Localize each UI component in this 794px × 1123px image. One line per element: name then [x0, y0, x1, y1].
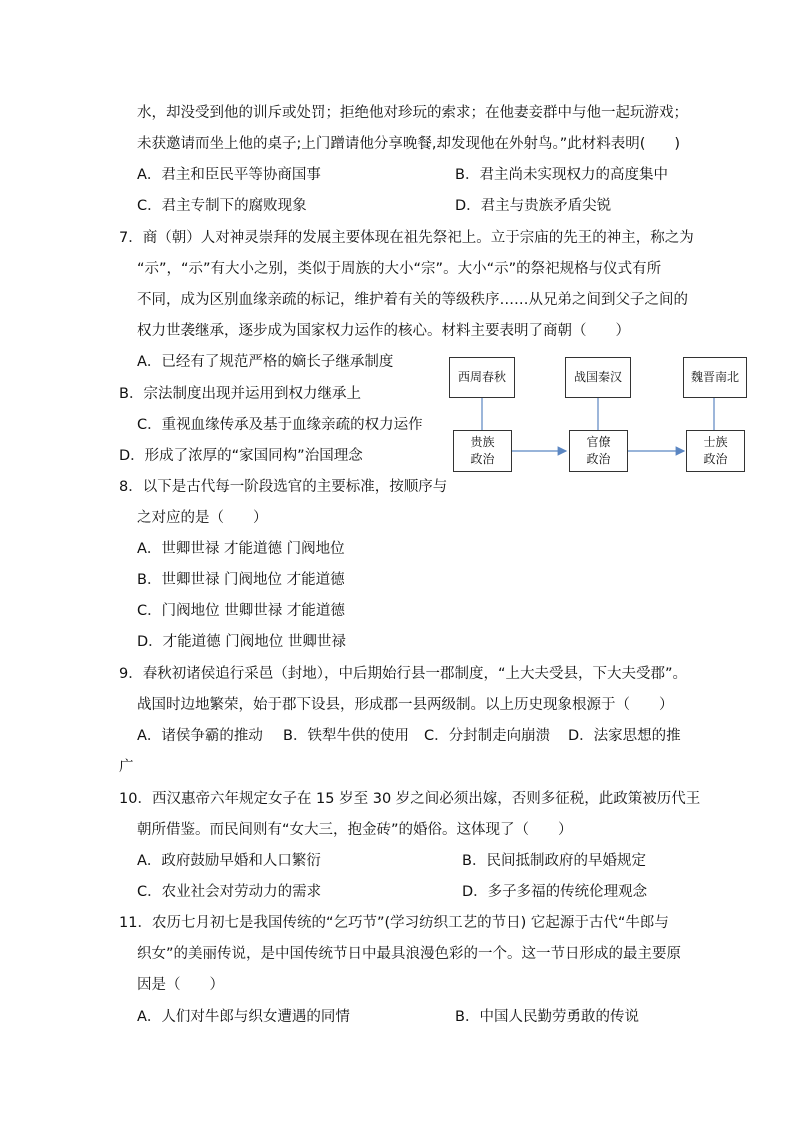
q11-option-b[interactable]: B．中国人民勤劳勇敢的传说 [455, 1009, 639, 1025]
q8-text-line-2: 之对应的是（ ） [137, 510, 268, 526]
q9-option-a[interactable]: A．诸侯争霸的推动 [137, 728, 263, 744]
q7-option-d[interactable]: D．形成了浓厚的“家国同构”治国理念 [119, 448, 363, 464]
politics-box-guizu [453, 430, 512, 472]
q9-option-d-wrap: 广 [119, 759, 134, 775]
q11-text-line-3: 因是（ ） [137, 977, 224, 993]
q11-option-a[interactable]: A．人们对牛郎与织女遭遇的同情 [137, 1009, 350, 1025]
period-label: 战国秦汉 [573, 370, 622, 384]
q10-text-line-1: 10．西汉惠帝六年规定女子在 15 岁至 30 岁之间必须出嫁，否则多征税，此政策被历代王 [119, 791, 701, 807]
q6-option-d[interactable]: D．君主与贵族矛盾尖锐 [455, 198, 612, 214]
politics-label-line-2: 政治 [470, 452, 495, 466]
q7-option-b[interactable]: B．宗法制度出现并运用到权力继承上 [119, 386, 361, 402]
q8-option-c[interactable]: C．门阀地位 世卿世禄 才能道德 [137, 603, 345, 619]
period-box-xizhou-chunqiu [449, 357, 515, 398]
politics-box-guanliao [569, 430, 628, 472]
q7-text-line-4: 权力世袭继承，逐步成为国家权力运作的核心。材料主要表明了商朝（ ） [137, 323, 630, 339]
q7-option-a[interactable]: A．已经有了规范严格的嫡长子继承制度 [137, 354, 394, 370]
q7-text-line-3: 不同，成为区别血缘亲疏的标记，维护着有关的等级秩序……从兄弟之间到父子之间的 [137, 292, 688, 308]
q9-text-line-2: 战国时边地繁荣，始于郡下设县，形成郡一县两级制。以上历史现象根源于（ ） [137, 697, 674, 713]
period-label: 魏晋南北 [690, 370, 739, 384]
politics-label-line-1: 官僚 [586, 435, 611, 449]
q10-option-c[interactable]: C．农业社会对劳动力的需求 [137, 884, 322, 900]
q6-text-line-1: 水，却没受到他的训斥或处罚；拒绝他对珍玩的索求；在他妻妾群中与他一起玩游戏； [137, 105, 688, 121]
q6-text-line-2: 未获邀请而坐上他的桌子;上门蹭请他分享晚餐,却发现他在外射鸟。”此材料表明( ) [137, 136, 681, 152]
q7-text-line-2: “示”，“示”有大小之别，类似于周族的大小“宗”。大小“示”的祭祀规格与仪式有所 [137, 261, 662, 277]
q10-text-line-2: 朝所借鉴。而民间则有“女大三，抱金砖”的婚俗。这体现了（ ） [137, 822, 573, 838]
period-box-zhanguo-qinhan [565, 357, 631, 398]
q7-option-c[interactable]: C．重视血缘传承及基于血缘亲疏的权力运作 [137, 417, 423, 433]
politics-label-line-2: 政治 [703, 452, 728, 466]
q11-text-line-1: 11．农历七月初七是我国传统的“乞巧节”(学习纺织工艺的节日) 它起源于古代“牛郎与 [119, 915, 669, 931]
q9-option-c[interactable]: C．分封制走向崩溃 [424, 728, 551, 744]
politics-label-line-1: 士族 [703, 435, 728, 449]
politics-label-line-1: 贵族 [470, 435, 495, 449]
q8-option-b[interactable]: B．世卿世禄 门阀地位 才能道德 [137, 572, 345, 588]
politics-label-line-2: 政治 [586, 452, 611, 466]
period-box-weijin-nanbei [683, 357, 747, 398]
q6-option-b[interactable]: B．君主尚未实现权力的高度集中 [455, 167, 668, 183]
politics-box-shizu [686, 430, 745, 472]
q9-option-d[interactable]: D．法家思想的推 [568, 728, 681, 744]
q8-option-a[interactable]: A．世卿世禄 才能道德 门阀地位 [137, 541, 345, 557]
q6-option-a[interactable]: A．君主和臣民平等协商国事 [137, 167, 321, 183]
q10-option-a[interactable]: A．政府鼓励早婚和人口繁衍 [137, 853, 321, 869]
q7-text-line-1: 7．商（朝）人对神灵崇拜的发展主要体现在祖先祭祀上。立于宗庙的先王的神主，称之为 [119, 230, 694, 246]
q11-text-line-2: 织女”的美丽传说，是中国传统节日中最具浪漫色彩的一个。这一节日形成的最主要原 [137, 946, 682, 962]
q10-option-b[interactable]: B．民间抵制政府的早婚规定 [462, 853, 646, 869]
q8-text-line-1: 8．以下是古代每一阶段选官的主要标准，按顺序与 [119, 479, 448, 495]
q10-option-d[interactable]: D．多子多福的传统伦理观念 [462, 884, 648, 900]
q9-option-b[interactable]: B．铁犁牛供的使用 [283, 728, 409, 744]
q8-option-d[interactable]: D．才能道德 门阀地位 世卿世禄 [137, 634, 346, 650]
period-label: 西周春秋 [457, 370, 506, 384]
q9-text-line-1: 9．春秋初诸侯追行采邑（封地），中后期始行县一郡制度，“上大夫受县，下大夫受郡”。 [119, 666, 687, 682]
q6-option-c[interactable]: C．君主专制下的腐败现象 [137, 198, 307, 214]
